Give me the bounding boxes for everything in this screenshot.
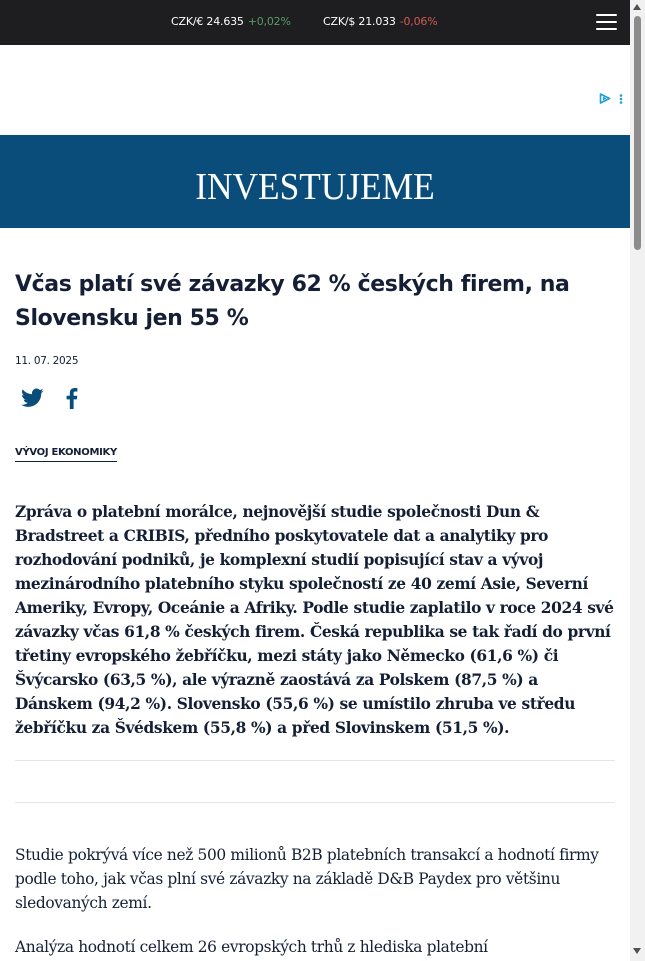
divider bbox=[15, 760, 615, 761]
ad-banner[interactable] bbox=[0, 45, 630, 135]
ticker-eur bbox=[171, 15, 291, 28]
adchoices-icon[interactable] bbox=[599, 93, 611, 104]
currency-ticker-bar bbox=[0, 0, 630, 45]
divider bbox=[15, 802, 615, 803]
scrollbar-thumb[interactable] bbox=[634, 16, 641, 250]
article-lead: Zpráva o platební morálce, nejnovější studie společnosti Dun & Bradstreet a CRIBIS, předního poskytovatele dat a analytiky pro rozhodování podniků, je komplexní studií popisující stav a vývoj mezinárodního platebního styku společností ze 40 zemí Asie, Severní Ameriky, Evropy, Oceánie a Afriky. Podle studie zaplatilo v roce 2024 své závazky včas 61,8 % českých firem. Česká republika se tak řadí do první třetiny evropského žebříčku, mezi státy jako Německo (61,6 %) či Švýcarsko (63,5 %), ale výrazně zaostává za Polskem (87,5 %) a Dánskem (94,2 %). Slovensko (55,6 %) se umístilo zhruba ve středu žebříčku za Švédskem (55,8 %) a před Slovinskem (51,5 %). bbox=[15, 503, 614, 737]
scroll-down-arrow-icon[interactable] bbox=[633, 948, 641, 954]
article-title: Včas platí své závazky 62 % českých firem, na Slovensku jen 55 % bbox=[15, 272, 570, 331]
ticker-usd bbox=[323, 15, 437, 28]
ticker-usd-label: CZK/$ 21.033 bbox=[323, 15, 396, 28]
scroll-up-arrow-icon[interactable] bbox=[633, 4, 641, 10]
hamburger-menu-icon[interactable] bbox=[596, 14, 618, 32]
more-options-icon[interactable] bbox=[619, 94, 623, 104]
article-paragraph: Studie pokrývá více než 500 milionů B2B platebních transakcí a hodnotí firmy podle toho, jak včas plní své závazky na základě D&B Paydex pro většinu sledovaných zemí. bbox=[15, 846, 599, 912]
ticker-usd-change: -0,06% bbox=[399, 15, 438, 28]
article-date: 11. 07. 2025 bbox=[15, 355, 79, 367]
brand-header bbox=[0, 135, 630, 228]
site-logo[interactable]: INVESTUJEME bbox=[195, 166, 435, 208]
article-paragraph: Analýza hodnotí celkem 26 evropských trhů z hlediska platební bbox=[15, 938, 488, 956]
category-link[interactable]: VÝVOJ EKONOMIKY bbox=[15, 447, 117, 462]
facebook-icon[interactable] bbox=[62, 388, 80, 409]
ticker-eur-change: +0,02% bbox=[247, 15, 291, 28]
ticker-eur-label: CZK/€ 24.635 bbox=[171, 15, 244, 28]
twitter-icon[interactable] bbox=[21, 388, 44, 408]
